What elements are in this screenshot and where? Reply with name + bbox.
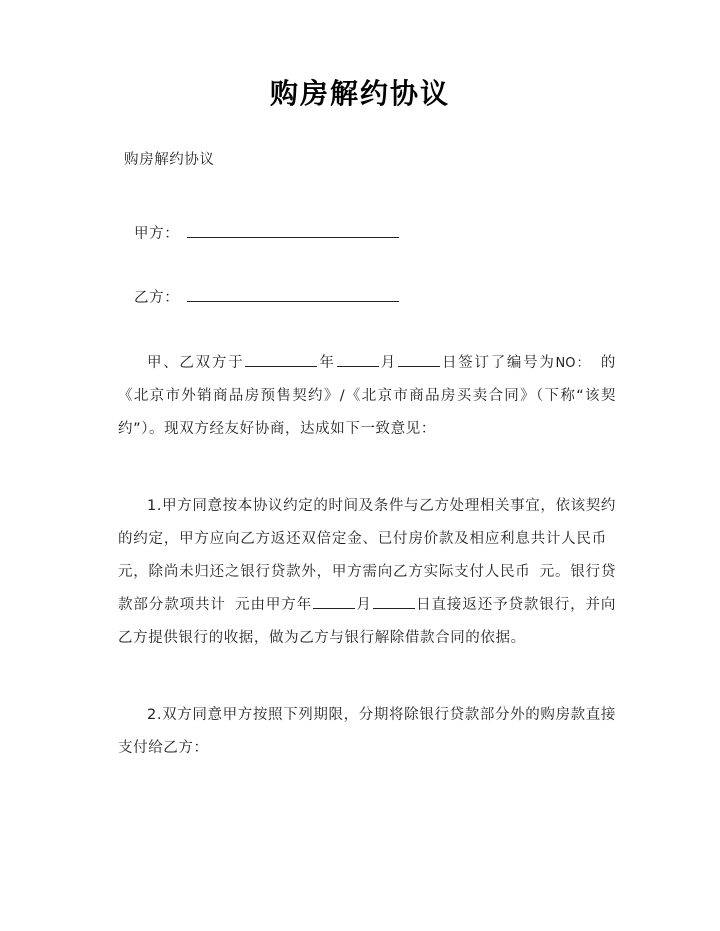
clause-2-number: 2.: [147, 707, 163, 723]
party-fill-line-second[interactable]: [187, 289, 399, 302]
spacer: [118, 655, 616, 699]
spacer: [118, 446, 616, 490]
clause-1-text-5: 直接返还予贷款银行，并向乙方提供银行的收据，做为乙方与银行解除借款合同的依据。: [118, 597, 616, 646]
party-label-first: 甲方：: [134, 226, 180, 242]
clause-item-1: [118, 490, 616, 655]
preamble-text-2: 签订了编号为: [458, 355, 556, 371]
clause-1-text-2: 元，除尚未归还之银行贷款外，甲方需向乙方实际支付人民币: [118, 564, 531, 580]
preamble-unit-month: 月: [379, 355, 397, 371]
preamble-text-1: 甲、乙双方于: [147, 355, 245, 371]
preamble-text-3: 的《北京市外销商品房预售契约》/《北京市商品房买卖合同》（下称“该契约”）。现双方经友好协商，达成如下一致意见：: [118, 355, 616, 437]
clause-1-text-4: 元由甲方: [234, 597, 297, 613]
clause-1-unit-day: 日: [415, 597, 432, 613]
clause-1-text-3: 元。银行贷款部分款项共计: [118, 564, 616, 613]
clause-2-text-1: 双方同意甲方按照下列期限，分期将除银行贷款部分外的购房款直接支付给乙方：: [118, 707, 616, 756]
preamble-unit-year: 年: [318, 355, 336, 371]
clause-1-blank-month[interactable]: [313, 595, 355, 609]
clause-1-number: 1.: [147, 498, 163, 514]
blank-year[interactable]: [245, 353, 317, 367]
page-title: 购房解约协议: [269, 77, 450, 110]
party-fill-line-first[interactable]: [187, 225, 399, 238]
party-field-second: [118, 283, 616, 313]
contract-number-label: NO：: [555, 356, 591, 371]
clause-1-unit-year: 年: [296, 597, 313, 613]
party-field-first: [118, 219, 616, 249]
clause-1-unit-month: 月: [356, 597, 372, 613]
document-body: [118, 145, 616, 765]
document-heading-repeat: 购房解约协议: [124, 152, 215, 168]
clause-1-blank-day[interactable]: [373, 595, 415, 609]
party-label-second: 乙方：: [134, 290, 180, 306]
preamble-unit-day: 日: [440, 355, 459, 371]
spacer: [118, 313, 616, 347]
preamble-paragraph: [118, 347, 616, 446]
clause-item-2: [118, 699, 616, 765]
spacer: [118, 175, 616, 219]
spacer: [118, 249, 616, 283]
blank-month[interactable]: [337, 353, 379, 367]
blank-day[interactable]: [398, 353, 440, 367]
clause-1-text-1: 甲方同意按本协议约定的时间及条件与乙方处理相关事宜，依该契约的约定，甲方应向乙方返还双倍定金、已付房价款及相应利息共计人民币: [118, 498, 616, 547]
